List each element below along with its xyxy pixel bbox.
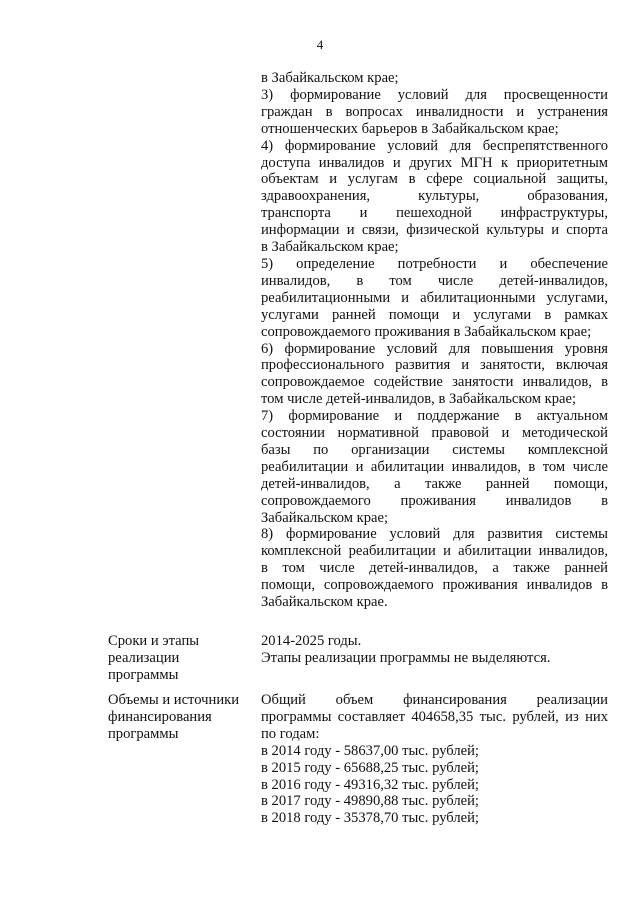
goal-text-line: отношенческих барьеров в Забайкальском крае; xyxy=(261,120,559,137)
goal-text-line: сопровождаемого проживания в Забайкальском крае; xyxy=(261,323,592,340)
goal-text-line: 8) формирование условий для развития системы xyxy=(261,526,608,543)
goal-text-line: в том числе детей-инвалидов, а также ранней xyxy=(261,560,608,577)
goal-text-line: транспорта и пешеходной инфраструктуры, xyxy=(261,205,608,222)
goal-text-line: в Забайкальском крае; xyxy=(261,70,399,86)
goal-text-line: детей-инвалидов, а также ранней помощи, xyxy=(261,475,608,492)
goal-text-line: 6) формирование условий для повышения уровня xyxy=(261,340,608,357)
goal-text-line: доступа инвалидов и других МГН к приоритетным xyxy=(261,154,608,171)
timeline-value xyxy=(261,633,608,667)
goal-text-line: объектам и услугам в сфере социальной защиты, xyxy=(261,171,608,188)
goal-text-line: том числе детей-инвалидов, в Забайкальском крае; xyxy=(261,391,577,408)
goal-text-line: комплексной реабилитации и абилитации инвалидов, xyxy=(261,543,608,560)
goal-text-line: Забайкальском крае; xyxy=(261,509,389,526)
funding-value-line: в 2016 году - 49316,32 тыс. рублей; xyxy=(261,776,479,793)
funding-label-line: Объемы и источники xyxy=(108,692,240,708)
goal-text-line: сопровождаемого проживания инвалидов в xyxy=(261,492,608,509)
timeline-label-line: программы xyxy=(108,666,179,683)
goal-text-line: здравоохранения, культуры, образования, xyxy=(261,188,608,205)
goal-text-line: инвалидов, в том числе детей-инвалидов, xyxy=(261,272,608,289)
goal-text-line: реабилитационными и абилитационными услугами, xyxy=(261,289,608,306)
funding-label xyxy=(108,692,258,743)
funding-value-line: в 2015 году - 65688,25 тыс. рублей; xyxy=(261,759,479,776)
goal-text-line: информации и связи, физической культуры и спорта xyxy=(261,222,608,239)
funding-value xyxy=(261,692,608,827)
goal-text-line: реабилитации и абилитации инвалидов, в том числе xyxy=(261,458,608,475)
program-goals-continuation xyxy=(261,70,608,611)
timeline-label xyxy=(108,633,258,684)
timeline-label-line: реализации xyxy=(108,649,180,666)
funding-value-line: по годам: xyxy=(261,725,320,742)
funding-label-line: программы xyxy=(108,725,179,742)
funding-value-line: в 2014 году - 58637,00 тыс. рублей; xyxy=(261,742,479,759)
funding-value-line: в 2017 году - 49890,88 тыс. рублей; xyxy=(261,793,479,810)
funding-label-line: финансирования xyxy=(108,708,212,725)
timeline-value-line: 2014-2025 годы. xyxy=(261,633,362,649)
goal-text-line: 7) формирование и поддержание в актуальном xyxy=(261,408,608,425)
timeline-label-line: Сроки и этапы xyxy=(108,633,200,649)
goal-text-line: сопровождаемое содействие занятости инвалидов, в xyxy=(261,374,608,391)
timeline-value-line: Этапы реализации программы не выделяются. xyxy=(261,649,551,666)
goal-text-line: в Забайкальском крае; xyxy=(261,239,399,256)
funding-value-line: Общий объем финансирования реализации xyxy=(261,692,608,708)
goal-text-line: 3) формирование условий для просвещенности xyxy=(261,86,608,103)
funding-value-line: программы составляет 404658,35 тыс. рублей, из них xyxy=(261,708,608,725)
goal-text-line: базы по организации системы комплексной xyxy=(261,441,608,458)
goal-text-line: 5) определение потребности и обеспечение xyxy=(261,255,608,272)
goal-text-line: 4) формирование условий для беспрепятственного xyxy=(261,137,608,154)
goal-text-line: профессионального развития и занятости, включая xyxy=(261,357,608,374)
goal-text-line: помощи, сопровождаемого проживания инвалидов в xyxy=(261,577,608,594)
goal-text-line: состоянии нормативной правовой и методической xyxy=(261,425,608,442)
goal-text-line: услугами ранней помощи и услугами в рамках xyxy=(261,306,608,323)
page-number: 4 xyxy=(316,37,324,52)
goal-text-line: Забайкальском крае. xyxy=(261,594,388,611)
funding-value-line: в 2018 году - 35378,70 тыс. рублей; xyxy=(261,810,479,827)
goal-text-line: граждан в вопросах инвалидности и устранения xyxy=(261,103,608,120)
